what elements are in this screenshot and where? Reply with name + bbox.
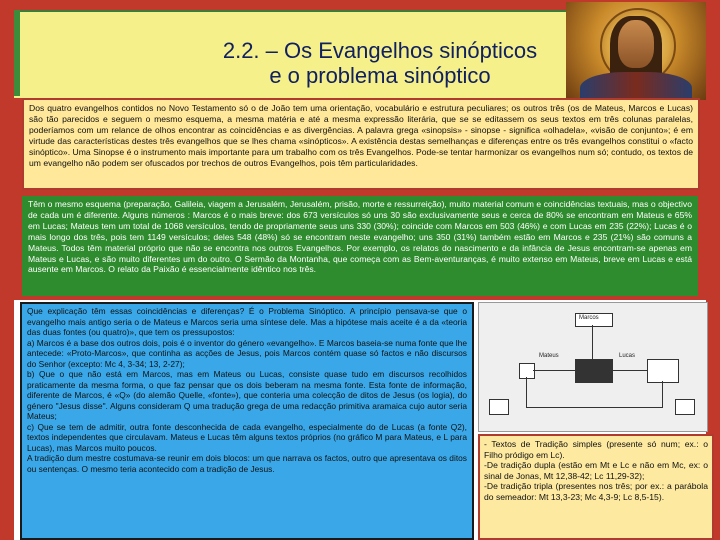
tradition-item: -De tradição dupla (estão em Mt e Lc e não em Mc, ex: o sinal de Jonas, Mt 12,38-42; Lc 11,29-32);: [484, 460, 708, 481]
intro-paragraph: Dos quatro evangelhos contidos no Novo Testamento só o de João tem uma orientação, vocabulário e estrutura peculiares; os outros três (os de Mateus, Marcos e Lucas) são tão parecidos e seguem o mesmo esquema, a mesma matéria e até a mesma expressão literária, que se se editassem os seus textos em três colunas paralelas, poderíamos com um relance de olhos encontrar as coincidências e as divergências. A palavra grega «sinopsis» - sinopse - significa «olhadela», «visão de conjunto»; é em virtude das características destes três evangelhos que se lhes chama «sinópticos». A existência destas semelhanças e diferenças entre os três evangelhos constitui o «facto sinóptico». Uma Sinopse é o instrumento mais importante para um trabalho com os três Evangelhos. Pode-se tentar harmonizar os evangelhos num só; contudo, os textos de um evangelho não podem ser ofuscados por trechos de outros Evangelhos, pois têm particularidades.: [29, 103, 693, 168]
synoptic-paragraph: Que explicação têm essas coincidências e diferenças? É o Problema Sinóptico. A princípio pensava-se que o evangelho mais antigo seria o de Mateus e Marcos seria uma síntese dele. Mas a hipótese mais aceite é a da «teoria das duas fontes (ou quatro)», que tem os pressupostos:: [27, 306, 467, 337]
diagram-connector: [592, 325, 593, 359]
diagram-node-right: [647, 359, 679, 383]
title-line-2: e o problema sinóptico: [269, 63, 491, 88]
robe-shape: [580, 72, 692, 100]
face-shape: [618, 20, 654, 68]
diagram-connector: [611, 370, 647, 371]
comparison-paragraph: Têm o mesmo esquema (preparação, Galileia, viagem a Jerusalém, Jerusalém, prisão, morte e ressurreição), muito material comum e coincidências textuais, mas o objectivo de cada um é diferente. Alguns números : Marcos é o mais breve: dos 673 versículos só uns 30 são exclusivamente seus e cerca de 80% se encontram em Mateus e 65% em Lucas; Mateus tem um total de 1068 versículos, tendo de propriamente seus uns 330 (30%); coincide com Marcos em 503 (46%) e com Lucas em 235 (22%); Lucas é o mais longo dos três, pois tem 1149 versículos; deles 548 (48%) só se encontram neste evangelho; uns 350 (31%) também estão em Marcos e 235 (21%) são comuns a Mateus. Todos têm material próprio que não se encontra nos outros Evangelhos. Por exemplo, os relatos do nascimento e da infância de Jesus encontram-se apenas em Mateus e Lucas, e são muito diferentes um do outro. O Sermão da Montanha, que começa com as Bem-aventuranças, é muito extenso em Mateus, breve em Lucas e está ausente em Marcos. O relato da Paixão é essencialmente idêntico nos três.: [28, 199, 692, 275]
synoptic-problem-box: [20, 302, 474, 540]
intro-text-box: [22, 98, 700, 190]
tradition-item: -De tradição tripla (presentes nos três; por ex.: a parábola do semeador: Mt 13,3-23; Mc 4,3-9; Lc 8,5-15).: [484, 481, 708, 502]
diagram-node-center: [575, 359, 613, 383]
diagram-label-marcos: Marcos: [579, 315, 599, 321]
diagram-node-bottom-left: [489, 399, 509, 415]
page-title: [160, 38, 600, 88]
title-line-1: 2.2. – Os Evangelhos sinópticos: [222, 38, 538, 63]
diagram-connector: [526, 407, 663, 408]
title-accent-strip: [14, 10, 20, 96]
comparison-text-box: [22, 196, 698, 296]
synoptic-paragraph: A tradição dum mestre costumava-se reunir em dois blocos: um que narrava os factos, outro que apresentava os ditos ou sentenças. O mesmo teria acontecido com a tradição de Jesus.: [27, 453, 467, 474]
diagram-label-mateus: Mateus: [539, 353, 559, 359]
diagram-connector: [662, 381, 663, 407]
two-source-diagram: [478, 302, 708, 432]
diagram-connector: [533, 370, 575, 371]
synoptic-paragraph: b) Que o que não está em Marcos, mas em Mateus ou Lucas, consiste quase tudo em discursos recolhidos praticamente da mesma forma, o que faz pensar que os dois beberam na mesma fonte. Esta fonte de informação, diferente de Marcos, é «Q» (do alemão Quelle, «fonte»), que conteria uma colecção de ditos de Jesus (os logia), do género "Jesus disse". Alguns consideram Q uma tradução grega de uma redacção primitiva aramaica cujo autor seria Mateus;: [27, 369, 467, 421]
synoptic-paragraph: c) Que se tem de admitir, outra fonte desconhecida de cada evangelho, especialmente do de Lucas (a fonte Q2), textos independentes que circulavam. Mateus e Lucas têm alguns textos próprios (no gráfico M para Mateus, e L para Lucas), mas Marcos muito poucos.: [27, 421, 467, 453]
tradition-types-box: [478, 434, 714, 540]
diagram-label-lucas: Lucas: [619, 353, 636, 359]
diagram-node-bottom-right: [675, 399, 695, 415]
christ-pantocrator-icon: [566, 2, 706, 100]
synoptic-paragraph: a) Marcos é a base dos outros dois, pois é o inventor do género «evangelho». E Marcos baseia-se numa fonte que lhe antecede: «Proto-Marcos», que continha as acções de Jesus, pois Marcos contém quase só factos e não discursos do Senhor (excepto: Mc 4, 3-34; 13, 2-27);: [27, 337, 467, 369]
tradition-item: - Textos de Tradição simples (presente só num; ex.: o Filho pródigo em Lc).: [484, 439, 708, 460]
diagram-node-left: [519, 363, 535, 379]
diagram-connector: [526, 377, 527, 407]
